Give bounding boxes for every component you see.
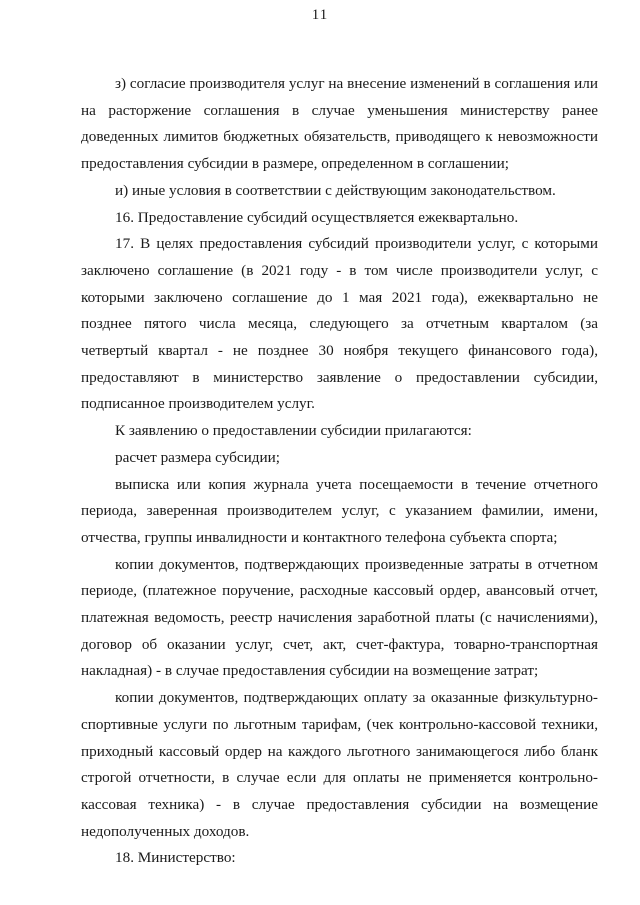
paragraph-16: 16. Предоставление субсидий осуществляется ежеквартально. <box>115 208 519 226</box>
paragraph-attendance-journal: выписка или копия журнала учета посещаемости в течение отчетного периода, заверенная производителем услуг, с указанием фамилии, имени, отчества, группы инвалидности и контактного телефона субъекта спорта; <box>81 475 598 546</box>
paragraph-18: 18. Министерство: <box>115 849 236 867</box>
paragraph-17: 17. В целях предоставления субсидий производители услуг, с которыми заключено соглашение (в 2021 году - в том числе производители услуг, с которыми заключено соглашение до 1 мая 2021 года), ежеквартально не позднее пятого числа месяца, следующего за отчетным кварталом (за четвертый квартал - не позднее 30 ноября текущего финансового года), предоставляют в министерство заявление о предоставлении субсидии, подписанное производителем услуг. <box>81 235 598 413</box>
paragraph-expense-documents: копии документов, подтверждающих произведенные затраты в отчетном периоде, (платежное поручение, расходные кассовый ордер, авансовый отчет, платежная ведомость, реестр начисления заработной платы (с начислениями), договор об оказании услуг, счет, акт, счет-фактура, товарно-транспортная накладная) - в случае предоставления субсидии на возмещение затрат; <box>81 555 598 680</box>
document-body <box>81 71 598 872</box>
paragraph-consent-changes: з) согласие производителя услуг на внесение изменений в соглашения или на расторжение соглашения в случае уменьшения министерству ранее доведенных лимитов бюджетных обязательств, приводящего к невозможности предоставления субсидии в размере, определенном в соглашении; <box>81 75 598 173</box>
paragraph-payment-documents: копии документов, подтверждающих оплату за оказанные физкультурно-спортивные услуги по льготным тарифам, (чек контрольно-кассовой техники, приходный кассовый ордер на каждого льготного занимающегося либо бланк строгой отчетности, в случае если для оплаты не применяется контрольно-кассовая техника) - в случае предоставления субсидии на возмещение недополученных доходов. <box>81 689 598 840</box>
page-number: 11 <box>311 7 329 23</box>
paragraph-other-conditions: и) иные условия в соответствии с действующим законодательством. <box>115 181 556 199</box>
paragraph-attachments-intro: К заявлению о предоставлении субсидии прилагаются: <box>115 422 472 440</box>
paragraph-subsidy-calculation: расчет размера субсидии; <box>115 448 280 466</box>
